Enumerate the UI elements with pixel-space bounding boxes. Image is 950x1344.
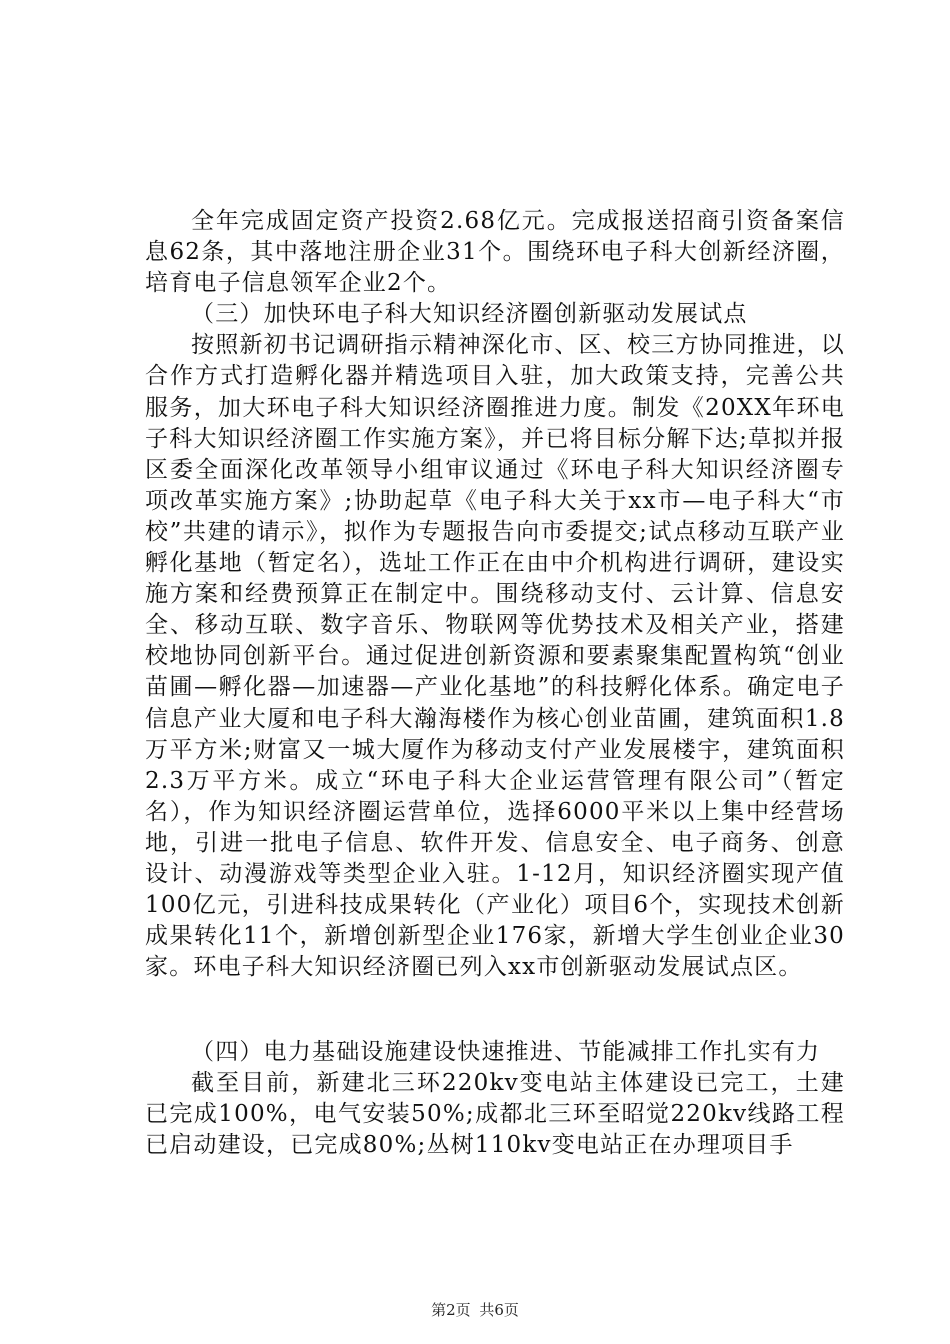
paragraph-investment: 全年完成固定资产投资2.68亿元。完成报送招商引资备案信息62条，其中落地注册企业31个。围绕环电子科大创新经济圈，培育电子信息领军企业2个。	[145, 208, 845, 297]
section-heading-4: （四）电力基础设施建设快速推进、节能减排工作扎实有力	[191, 1039, 821, 1065]
paragraph-power-infrastructure: 截至目前，新建北三环220kv变电站主体建设已完工，土建已完成100%，电气安装50%;成都北三环至昭觉220kv线路工程已启动建设，已完成80%;丛树110kv变电站正在办理项目手	[145, 1070, 845, 1159]
body-text-block	[145, 206, 845, 983]
page-total: 共6页	[479, 1301, 519, 1319]
section-heading-3: （三）加快环电子科大知识经济圈创新驱动发展试点	[191, 301, 748, 328]
page-footer	[0, 1299, 950, 1320]
paragraph-knowledge-circle: 按照新初书记调研指示精神深化市、区、校三方协同推进，以合作方式打造孵化器并精选项目入驻，加大政策支持，完善公共服务，加大环电子科大知识经济圈推进力度。制发《20XX年环电子科大知识经济圈工作实施方案》，并已将目标分解下达;草拟并报区委全面深化改革领导小组审议通过《环电子科大知识经济圈专项改革实施方案》;协助起草《电子科大关于xx市—电子科大“市校”共建的请示》，拟作为专题报告向市委提交;试点移动互联产业孵化基地（暂定名），选址工作正在由中介机构进行调研，建设实施方案和经费预算正在制定中。围绕移动支付、云计算、信息安全、移动互联、数字音乐、物联网等优势技术及相关产业，搭建校地协同创新平台。通过促进创新资源和要素聚集配置构筑“创业苗圃—孵化器—加速器—产业化基地”的科技孵化体系。确定电子信息产业大厦和电子科大瀚海楼作为核心创业苗圃，建筑面积1.8万平方米;财富又一城大厦作为移动支付产业发展楼宇，建筑面积2.3万平方米。成立“环电子科大企业运营管理有限公司”（暂定名），作为知识经济圈运营单位，选择6000平米以上集中经营场地，引进一批电子信息、软件开发、信息安全、电子商务、创意设计、动漫游戏等类型企业入驻。1-12月，知识经济圈实现产值100亿元，引进科技成果转化（产业化）项目6个，实现技术创新成果转化11个，新增创新型企业176家，新增大学生创业企业30家。环电子科大知识经济圈已列入xx市创新驱动发展试点区。	[145, 332, 845, 981]
body-text-block-2	[145, 1037, 845, 1161]
page-number: 第2页	[431, 1301, 471, 1319]
